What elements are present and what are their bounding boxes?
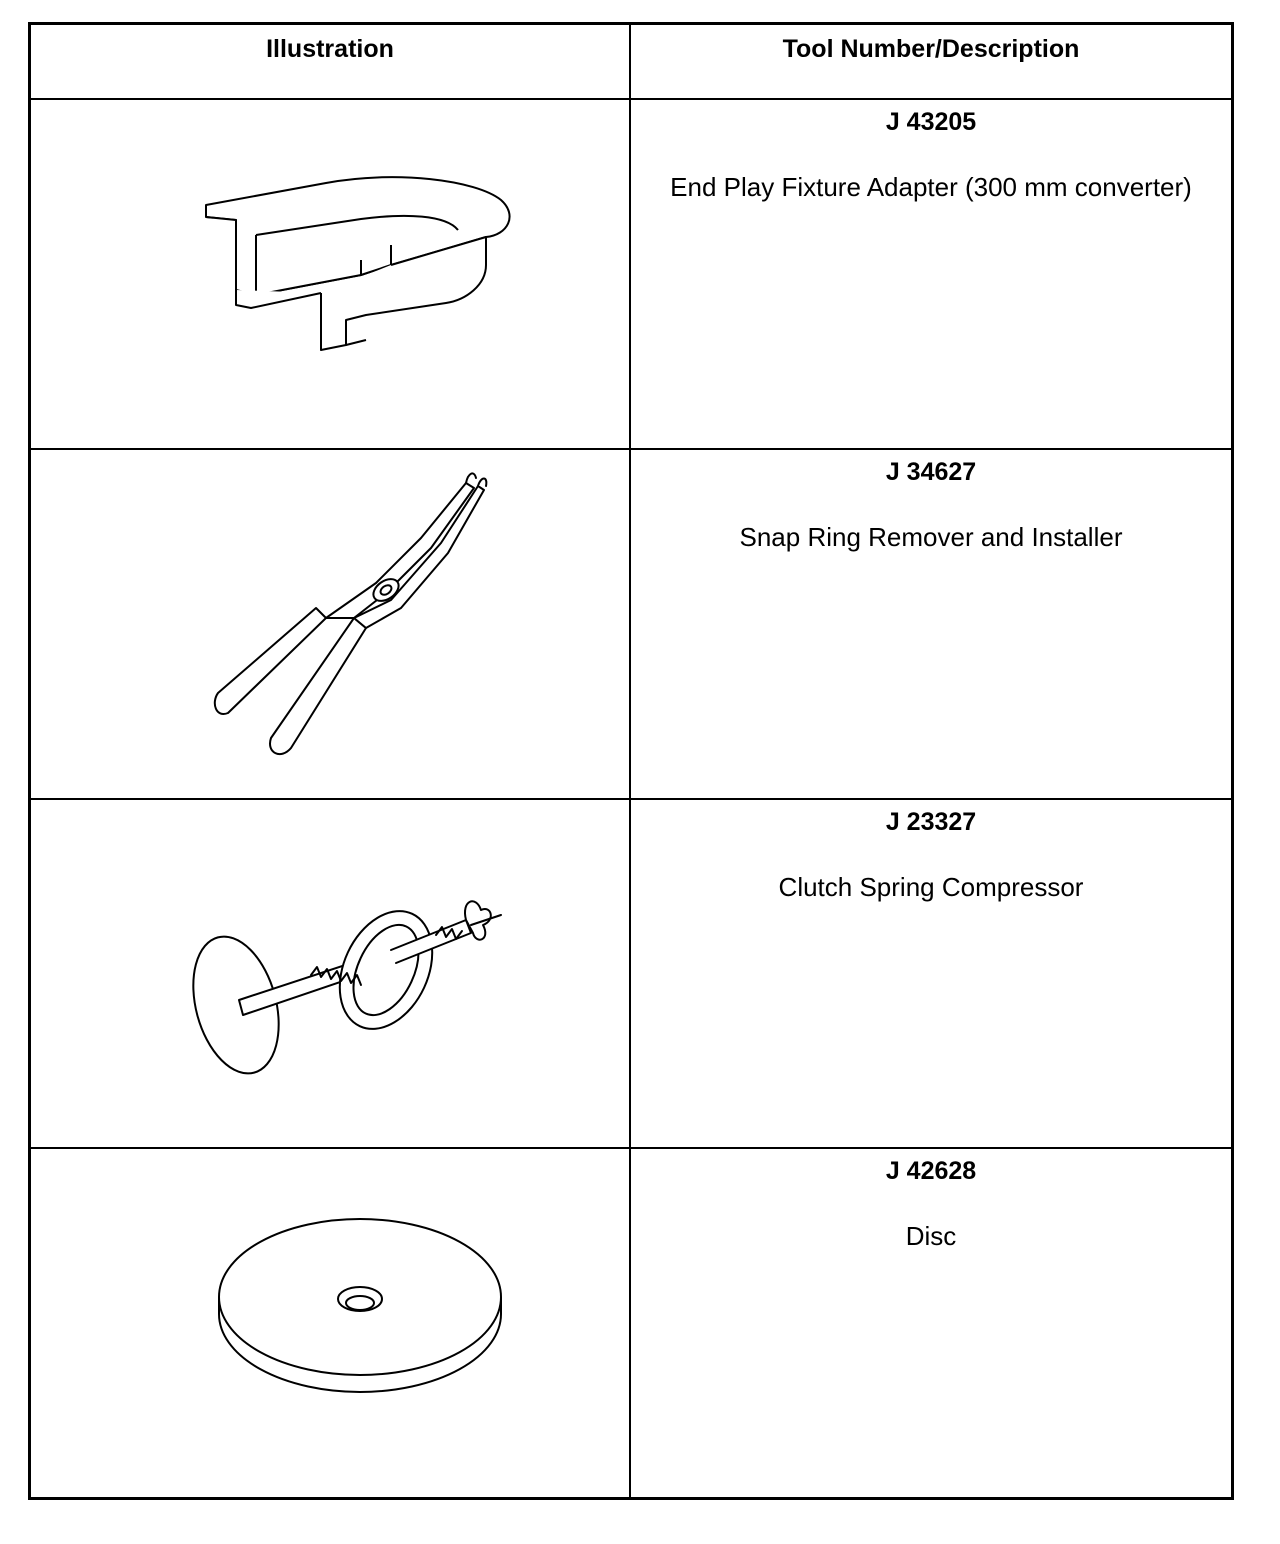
description-cell xyxy=(631,1149,1231,1497)
tool-number: J 43205 xyxy=(885,108,977,136)
tool-number: J 34627 xyxy=(885,457,977,486)
description-cell xyxy=(631,100,1231,448)
illustration-cell xyxy=(31,100,631,448)
table-row xyxy=(31,800,1231,1150)
tool-description: Disc xyxy=(905,1221,957,1252)
tool-number: J 42628 xyxy=(885,1157,977,1186)
illustration-cell xyxy=(31,1149,631,1497)
description-cell xyxy=(631,800,1231,1148)
header-tool-number-description: Tool Number/Description xyxy=(782,35,1080,63)
header-illustration: Illustration xyxy=(266,35,394,63)
fixture-adapter-icon xyxy=(196,175,516,355)
header-cell-tool xyxy=(631,25,1231,98)
snap-ring-pliers-icon xyxy=(206,468,506,758)
clutch-spring-compressor-icon xyxy=(191,875,511,1085)
table-row xyxy=(31,1149,1231,1497)
table-row xyxy=(31,100,1231,450)
table-header-row xyxy=(31,25,1231,100)
tool-description: Clutch Spring Compressor xyxy=(778,871,1084,902)
illustration-cell xyxy=(31,450,631,798)
tool-description: End Play Fixture Adapter (300 mm converter) xyxy=(670,172,1192,202)
table-row xyxy=(31,450,1231,800)
disc-icon xyxy=(211,1209,511,1399)
description-cell xyxy=(631,450,1231,798)
tool-description: Snap Ring Remover and Installer xyxy=(739,521,1123,552)
tool-table xyxy=(28,22,1234,1500)
tool-number: J 23327 xyxy=(885,807,977,836)
illustration-cell xyxy=(31,800,631,1148)
header-cell-illustration xyxy=(31,25,631,98)
